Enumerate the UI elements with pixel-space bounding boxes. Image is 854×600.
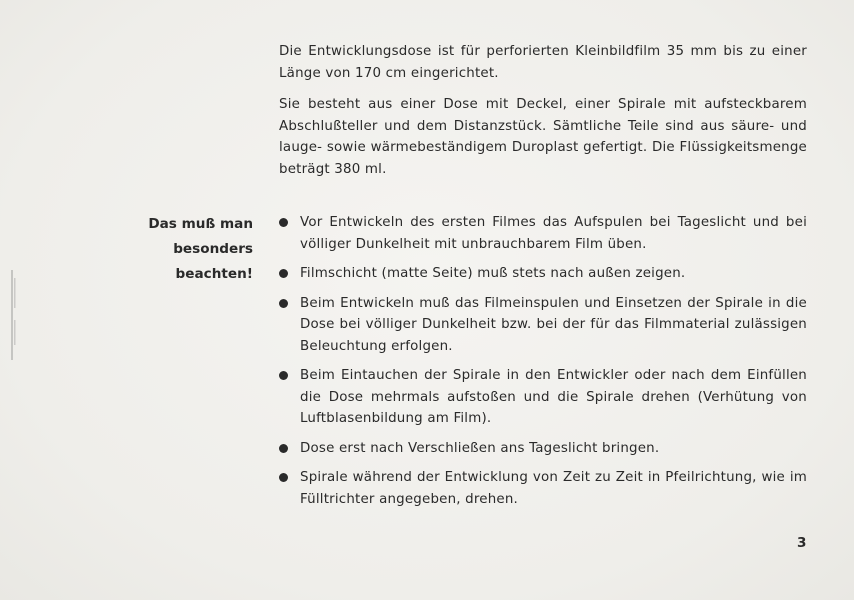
- instruction-text: Beim Entwickeln muß das Filmeinspulen und Einsetzen der Spirale in die Dose bei völliger Dunkelheit bzw. bei der für das Filmmaterial zulässigen Beleuchtung erfolgen.: [300, 295, 807, 354]
- instruction-item: [279, 365, 807, 430]
- side-heading-line-2: besonders: [173, 241, 253, 257]
- instruction-text: Filmschicht (matte Seite) muß stets nach außen zeigen.: [300, 266, 686, 281]
- instruction-text: Vor Entwickeln des ersten Filmes das Aufspulen bei Tageslicht und bei völliger Dunkelheit mit unbrauchbarem Film üben.: [300, 215, 807, 252]
- instruction-text: Beim Eintauchen der Spirale in den Entwickler oder nach dem Einfüllen die Dose mehrmals aufstoßen und die Spirale drehen (Verhütung von Luftblasenbildung am Film).: [300, 368, 807, 426]
- side-heading: [118, 212, 253, 287]
- bullet-icon: [279, 473, 288, 482]
- bullet-icon: [279, 269, 288, 278]
- page-number: 3: [797, 535, 807, 551]
- bullet-icon: [279, 371, 288, 380]
- intro-paragraph-1: Die Entwicklungsdose ist für perforierten Kleinbildfilm 35 mm bis zu einer Länge von 170 cm eingerichtet.: [279, 44, 807, 81]
- instruction-item: [279, 293, 807, 358]
- intro-section: [279, 41, 807, 190]
- bullet-icon: [279, 444, 288, 453]
- bullet-icon: [279, 218, 288, 227]
- instruction-item: [279, 212, 807, 255]
- side-heading-line-3: beachten!: [175, 266, 253, 282]
- instruction-list: [279, 212, 807, 518]
- instruction-item: [279, 438, 807, 460]
- margin-stamp-icon: [8, 270, 18, 360]
- instruction-text: Spirale während der Entwicklung von Zeit zu Zeit in Pfeilrichtung, wie im Fülltrichter angegeben, drehen.: [300, 470, 807, 507]
- intro-paragraph-2: Sie besteht aus einer Dose mit Deckel, einer Spirale mit aufsteckbarem Abschlußteller und dem Distanzstück. Sämtliche Teile sind aus säure- und lauge- sowie wärmebeständigem Duroplast gefertigt. Die Flüssigkeitsmenge beträgt 380 ml.: [279, 97, 807, 177]
- instruction-item: [279, 263, 807, 285]
- instruction-text: Dose erst nach Verschließen ans Tageslicht bringen.: [300, 440, 660, 456]
- side-heading-line-1: Das muß man: [148, 216, 253, 232]
- bullet-icon: [279, 299, 288, 308]
- instruction-item: [279, 467, 807, 510]
